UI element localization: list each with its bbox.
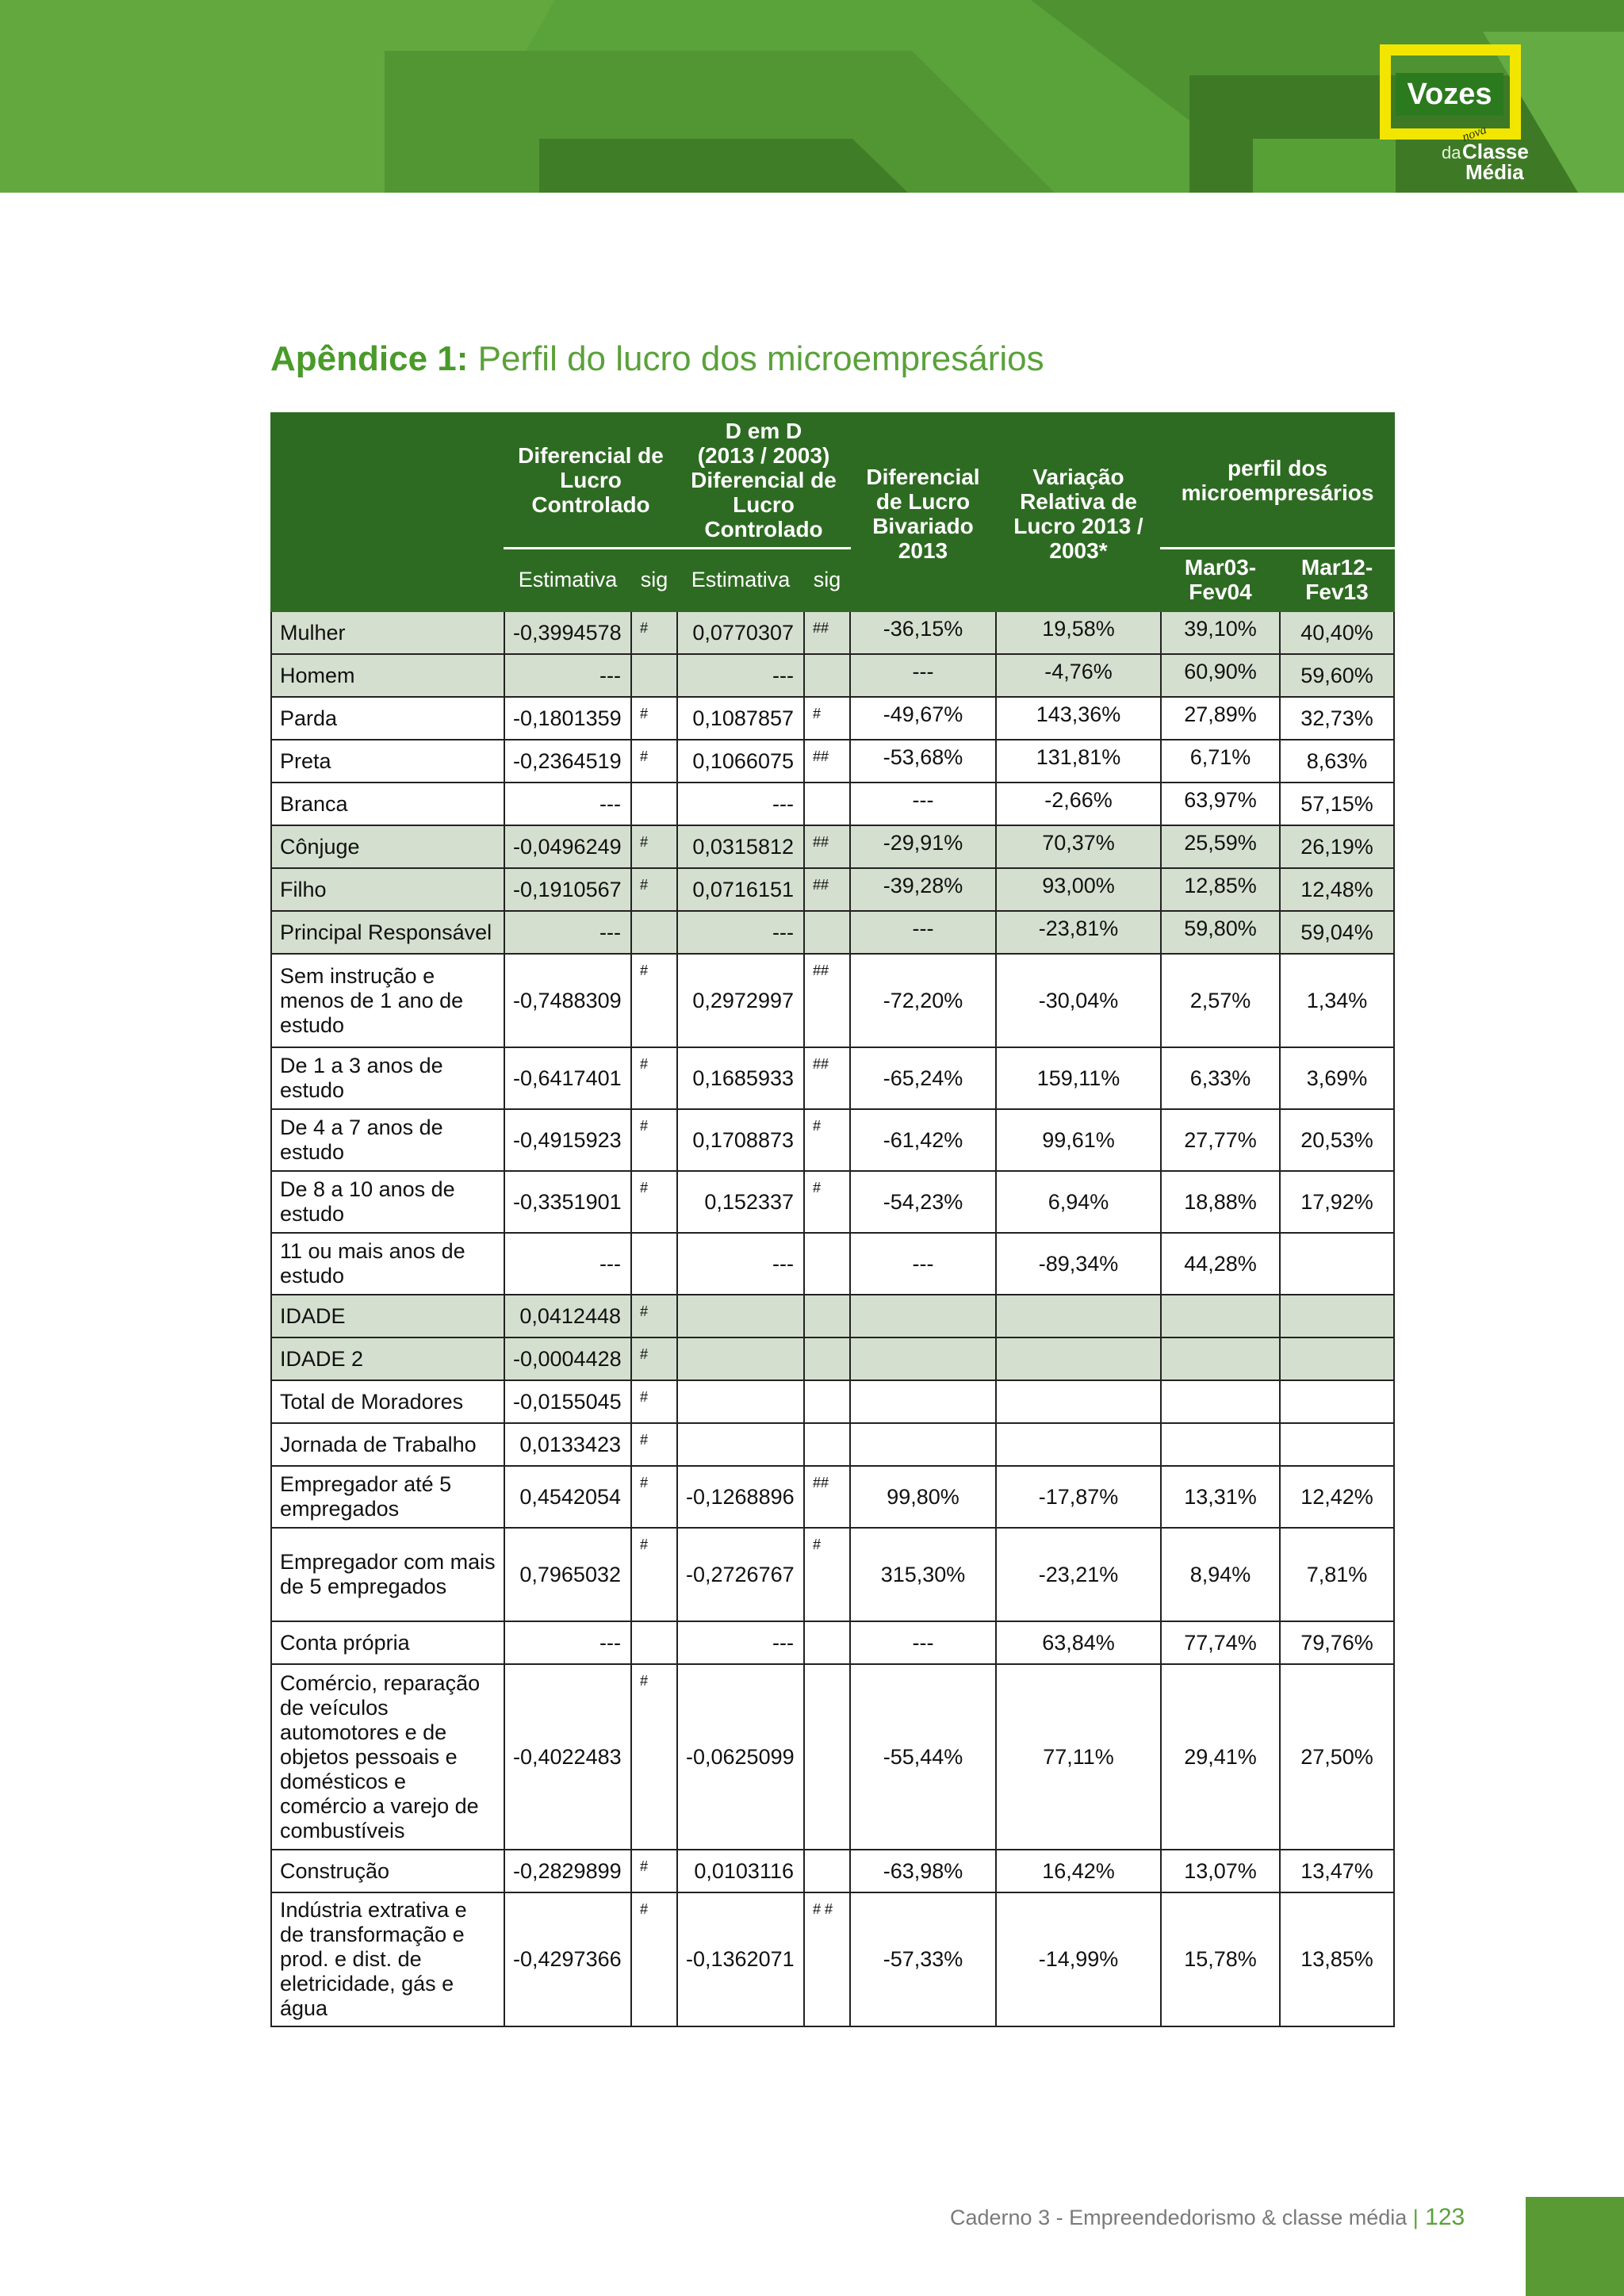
row-label: Cônjuge [271, 825, 504, 868]
table-row [271, 611, 1394, 654]
bivariado-value: --- [850, 783, 996, 825]
variacao-value [996, 1380, 1161, 1423]
sig-controlado: # [631, 740, 677, 783]
estimativa-dd: 0,0716151 [677, 868, 804, 911]
bivariado-value [850, 1337, 996, 1380]
perfil-mar12-value: 32,73% [1280, 697, 1394, 740]
bivariado-value [850, 1380, 996, 1423]
vozes-logo [1380, 44, 1529, 184]
footer [950, 2204, 1465, 2231]
sig-dd: # [804, 1171, 850, 1233]
perfil-mar12-value: 17,92% [1280, 1171, 1394, 1233]
sig-dd [804, 654, 850, 697]
bivariado-value: -63,98% [850, 1850, 996, 1892]
variacao-value: 19,58% [996, 611, 1161, 654]
estimativa-controlado: -0,2364519 [504, 740, 631, 783]
logo-nova: nova [1460, 123, 1488, 144]
row-label: IDADE [271, 1295, 504, 1337]
perfil-mar12-value [1280, 1233, 1394, 1295]
variacao-value: -23,21% [996, 1528, 1161, 1621]
row-label: Branca [271, 783, 504, 825]
row-label: Indústria extrativa e de transformação e prod. e dist. de eletricidade, gás e água [271, 1892, 504, 2026]
estimativa-dd: -0,0625099 [677, 1664, 804, 1850]
sig-dd [804, 1664, 850, 1850]
sig-controlado: # [631, 1664, 677, 1850]
table-row [271, 1892, 1394, 2026]
sig-controlado: # [631, 1466, 677, 1528]
row-label: Preta [271, 740, 504, 783]
header-sig-2: sig [804, 548, 850, 611]
estimativa-controlado: 0,4542054 [504, 1466, 631, 1528]
bivariado-value: -61,42% [850, 1109, 996, 1171]
header-blank [271, 413, 504, 611]
row-label: 11 ou mais anos de estudo [271, 1233, 504, 1295]
row-label: Construção [271, 1850, 504, 1892]
row-label: Sem instrução e menos de 1 ano de estudo [271, 954, 504, 1047]
header-estimativa-2: Estimativa [677, 548, 804, 611]
estimativa-dd: --- [677, 783, 804, 825]
perfil-mar03-value: 44,28% [1161, 1233, 1280, 1295]
sig-controlado: # [631, 697, 677, 740]
sig-dd [804, 1850, 850, 1892]
estimativa-dd: --- [677, 1233, 804, 1295]
perfil-mar03-value: 18,88% [1161, 1171, 1280, 1233]
perfil-mar03-value [1161, 1337, 1280, 1380]
perfil-mar12-value: 1,34% [1280, 954, 1394, 1047]
bivariado-value: -72,20% [850, 954, 996, 1047]
variacao-value: -4,76% [996, 654, 1161, 697]
variacao-value [996, 1295, 1161, 1337]
bivariado-value: -49,67% [850, 697, 996, 740]
perfil-mar12-value [1280, 1295, 1394, 1337]
sig-dd [804, 783, 850, 825]
perfil-mar03-value: 77,74% [1161, 1621, 1280, 1664]
perfil-mar03-value: 12,85% [1161, 868, 1280, 911]
row-label: IDADE 2 [271, 1337, 504, 1380]
perfil-mar03-value: 6,71% [1161, 740, 1280, 783]
table-row [271, 1528, 1394, 1621]
sig-dd [804, 911, 850, 954]
table-row [271, 740, 1394, 783]
sig-dd: ## [804, 825, 850, 868]
sig-dd: # [804, 697, 850, 740]
estimativa-dd [677, 1380, 804, 1423]
perfil-mar12-value: 40,40% [1280, 611, 1394, 654]
estimativa-controlado: -0,0496249 [504, 825, 631, 868]
bivariado-value: --- [850, 654, 996, 697]
variacao-value: -30,04% [996, 954, 1161, 1047]
perfil-mar03-value: 27,77% [1161, 1109, 1280, 1171]
header-dd-line1: D em D [725, 419, 802, 444]
sig-controlado [631, 911, 677, 954]
sig-controlado: # [631, 954, 677, 1047]
header-estimativa-1: Estimativa [504, 548, 631, 611]
title-appendix: Apêndice 1: [270, 339, 469, 378]
sig-dd [804, 1337, 850, 1380]
bivariado-value: -53,68% [850, 740, 996, 783]
perfil-mar03-value: 59,80% [1161, 911, 1280, 954]
table-row [271, 1233, 1394, 1295]
table-row [271, 1047, 1394, 1109]
perfil-mar12-value: 7,81% [1280, 1528, 1394, 1621]
estimativa-controlado: -0,4297366 [504, 1892, 631, 2026]
variacao-value: 16,42% [996, 1850, 1161, 1892]
table-row [271, 697, 1394, 740]
variacao-value: 77,11% [996, 1664, 1161, 1850]
estimativa-controlado: --- [504, 1621, 631, 1664]
variacao-value: 143,36% [996, 697, 1161, 740]
perfil-mar12-value: 57,15% [1280, 783, 1394, 825]
sig-controlado: # [631, 1295, 677, 1337]
perfil-mar03-value: 29,41% [1161, 1664, 1280, 1850]
estimativa-controlado: -0,1910567 [504, 868, 631, 911]
header-variacao: Variação Relativa de Lucro 2013 / 2003* [996, 413, 1161, 611]
header-mar03: Mar03-Fev04 [1161, 548, 1280, 611]
sig-controlado: # [631, 1380, 677, 1423]
header-dd [677, 413, 850, 548]
variacao-value: -2,66% [996, 783, 1161, 825]
header-banner [0, 0, 1624, 193]
variacao-value: 159,11% [996, 1047, 1161, 1109]
table-row [271, 911, 1394, 954]
estimativa-dd: --- [677, 911, 804, 954]
sig-dd: # [804, 1109, 850, 1171]
logo-media: Média [1465, 160, 1524, 184]
estimativa-controlado: -0,1801359 [504, 697, 631, 740]
sig-dd [804, 1295, 850, 1337]
estimativa-controlado: --- [504, 1233, 631, 1295]
sig-dd: ## [804, 740, 850, 783]
perfil-mar12-value [1280, 1380, 1394, 1423]
estimativa-controlado: -0,4915923 [504, 1109, 631, 1171]
table-row [271, 1466, 1394, 1528]
variacao-value: -89,34% [996, 1233, 1161, 1295]
variacao-value: 99,61% [996, 1109, 1161, 1171]
bivariado-value: -54,23% [850, 1171, 996, 1233]
page-title [270, 339, 1044, 379]
sig-dd: ## [804, 954, 850, 1047]
estimativa-dd: 0,1087857 [677, 697, 804, 740]
sig-dd: ## [804, 1466, 850, 1528]
bivariado-value: --- [850, 1621, 996, 1664]
sig-dd [804, 1621, 850, 1664]
perfil-mar12-value: 27,50% [1280, 1664, 1394, 1850]
perfil-mar03-value: 2,57% [1161, 954, 1280, 1047]
estimativa-controlado: --- [504, 911, 631, 954]
perfil-mar12-value: 12,48% [1280, 868, 1394, 911]
bivariado-value: --- [850, 911, 996, 954]
sig-controlado: # [631, 1850, 677, 1892]
footer-separator: | [1412, 2206, 1419, 2229]
estimativa-controlado: -0,3351901 [504, 1171, 631, 1233]
bivariado-value: -29,91% [850, 825, 996, 868]
title-text: Perfil do lucro dos microempresários [468, 339, 1044, 378]
sig-dd [804, 1233, 850, 1295]
row-label: De 4 a 7 anos de estudo [271, 1109, 504, 1171]
bivariado-value [850, 1423, 996, 1466]
bivariado-value: -57,33% [850, 1892, 996, 2026]
table-row [271, 1850, 1394, 1892]
row-label: De 1 a 3 anos de estudo [271, 1047, 504, 1109]
estimativa-controlado: -0,4022483 [504, 1664, 631, 1850]
row-label: Jornada de Trabalho [271, 1423, 504, 1466]
variacao-value: 70,37% [996, 825, 1161, 868]
variacao-value: -17,87% [996, 1466, 1161, 1528]
perfil-mar03-value: 60,90% [1161, 654, 1280, 697]
estimativa-controlado: -0,0004428 [504, 1337, 631, 1380]
sig-dd: ## [804, 611, 850, 654]
sig-dd: ## [804, 868, 850, 911]
estimativa-dd: -0,1268896 [677, 1466, 804, 1528]
perfil-mar12-value: 12,42% [1280, 1466, 1394, 1528]
estimativa-dd: --- [677, 654, 804, 697]
row-label: Total de Moradores [271, 1380, 504, 1423]
sig-controlado [631, 1621, 677, 1664]
logo-classe: Classe [1462, 140, 1529, 163]
estimativa-controlado: -0,2829899 [504, 1850, 631, 1892]
bivariado-value: -39,28% [850, 868, 996, 911]
table-row [271, 1109, 1394, 1171]
perfil-mar12-value [1280, 1337, 1394, 1380]
row-label: Conta própria [271, 1621, 504, 1664]
perfil-mar03-value [1161, 1295, 1280, 1337]
estimativa-dd [677, 1337, 804, 1380]
bivariado-value: -55,44% [850, 1664, 996, 1850]
row-label: Parda [271, 697, 504, 740]
sig-controlado: # [631, 1423, 677, 1466]
estimativa-controlado: --- [504, 783, 631, 825]
variacao-value: -23,81% [996, 911, 1161, 954]
perfil-mar03-value: 63,97% [1161, 783, 1280, 825]
perfil-mar12-value [1280, 1423, 1394, 1466]
variacao-value [996, 1423, 1161, 1466]
footer-caption: Caderno 3 - Empreendedorismo & classe média [950, 2206, 1413, 2229]
perfil-mar03-value [1161, 1423, 1280, 1466]
variacao-value: 93,00% [996, 868, 1161, 911]
row-label: Homem [271, 654, 504, 697]
estimativa-dd: -0,1362071 [677, 1892, 804, 2026]
perfil-mar03-value: 13,31% [1161, 1466, 1280, 1528]
sig-controlado: # [631, 1528, 677, 1621]
header-dd-line3: Diferencial de Lucro Controlado [691, 468, 837, 542]
header-dif-controlado: Diferencial de Lucro Controlado [504, 413, 677, 548]
estimativa-controlado: 0,7965032 [504, 1528, 631, 1621]
perfil-mar12-value: 3,69% [1280, 1047, 1394, 1109]
sig-controlado: # [631, 1109, 677, 1171]
estimativa-dd: 0,152337 [677, 1171, 804, 1233]
estimativa-controlado: -0,7488309 [504, 954, 631, 1047]
perfil-mar03-value: 27,89% [1161, 697, 1280, 740]
perfil-mar03-value: 25,59% [1161, 825, 1280, 868]
table-row [271, 1337, 1394, 1380]
variacao-value: -14,99% [996, 1892, 1161, 2026]
table-row [271, 1295, 1394, 1337]
page-number: 123 [1418, 2204, 1465, 2230]
perfil-mar03-value: 6,33% [1161, 1047, 1280, 1109]
row-label: Mulher [271, 611, 504, 654]
perfil-mar12-value: 59,60% [1280, 654, 1394, 697]
sig-controlado: # [631, 825, 677, 868]
table-body [271, 611, 1394, 2026]
sig-dd: # # [804, 1892, 850, 2026]
sig-controlado: # [631, 1171, 677, 1233]
table-row [271, 1380, 1394, 1423]
sig-controlado: # [631, 1047, 677, 1109]
perfil-mar12-value: 20,53% [1280, 1109, 1394, 1171]
perfil-mar12-value: 59,04% [1280, 911, 1394, 954]
header-mar12: Mar12-Fev13 [1280, 548, 1394, 611]
perfil-mar12-value: 13,85% [1280, 1892, 1394, 2026]
bivariado-value: 315,30% [850, 1528, 996, 1621]
estimativa-dd: -0,2726767 [677, 1528, 804, 1621]
table-row [271, 1621, 1394, 1664]
table-row [271, 868, 1394, 911]
table-row [271, 1171, 1394, 1233]
perfil-mar12-value: 8,63% [1280, 740, 1394, 783]
perfil-mar03-value: 13,07% [1161, 1850, 1280, 1892]
header-dd-line2: (2013 / 2003) [697, 443, 830, 469]
header-sig-1: sig [631, 548, 677, 611]
estimativa-controlado: 0,0412448 [504, 1295, 631, 1337]
profit-table-wrapper [270, 412, 1393, 2027]
sig-dd: # [804, 1528, 850, 1621]
header-perfil: perfil dos microempresários [1161, 413, 1394, 548]
perfil-mar03-value: 39,10% [1161, 611, 1280, 654]
estimativa-controlado: -0,3994578 [504, 611, 631, 654]
row-label: De 8 a 10 anos de estudo [271, 1171, 504, 1233]
profit-table [270, 412, 1395, 2027]
row-label: Empregador até 5 empregados [271, 1466, 504, 1528]
perfil-mar12-value: 26,19% [1280, 825, 1394, 868]
header-bivariado: Diferencial de Lucro Bivariado 2013 [850, 413, 996, 611]
estimativa-dd [677, 1295, 804, 1337]
perfil-mar03-value [1161, 1380, 1280, 1423]
table-row [271, 1423, 1394, 1466]
sig-controlado [631, 1233, 677, 1295]
estimativa-dd: 0,1685933 [677, 1047, 804, 1109]
row-label: Principal Responsável [271, 911, 504, 954]
logo-word: Vozes [1396, 73, 1503, 116]
footer-corner-block [1526, 2197, 1624, 2296]
variacao-value: 63,84% [996, 1621, 1161, 1664]
estimativa-dd: 0,1066075 [677, 740, 804, 783]
sig-controlado [631, 783, 677, 825]
estimativa-dd [677, 1423, 804, 1466]
estimativa-dd: 0,0103116 [677, 1850, 804, 1892]
logo-da: da [1442, 143, 1461, 163]
sig-dd [804, 1380, 850, 1423]
sig-controlado [631, 654, 677, 697]
sig-controlado: # [631, 611, 677, 654]
sig-controlado: # [631, 868, 677, 911]
perfil-mar12-value: 79,76% [1280, 1621, 1394, 1664]
sig-dd [804, 1423, 850, 1466]
row-label: Comércio, reparação de veículos automotores e de objetos pessoais e domésticos e comércio a varejo de combustíveis [271, 1664, 504, 1850]
estimativa-controlado: 0,0133423 [504, 1423, 631, 1466]
variacao-value: 6,94% [996, 1171, 1161, 1233]
estimativa-controlado: -0,0155045 [504, 1380, 631, 1423]
estimativa-dd: 0,2972997 [677, 954, 804, 1047]
estimativa-dd: 0,1708873 [677, 1109, 804, 1171]
bivariado-value: -36,15% [850, 611, 996, 654]
perfil-mar12-value: 13,47% [1280, 1850, 1394, 1892]
row-label: Filho [271, 868, 504, 911]
bivariado-value: 99,80% [850, 1466, 996, 1528]
estimativa-controlado: -0,6417401 [504, 1047, 631, 1109]
table-row [271, 783, 1394, 825]
estimativa-dd: --- [677, 1621, 804, 1664]
table-row [271, 825, 1394, 868]
perfil-mar03-value: 15,78% [1161, 1892, 1280, 2026]
sig-controlado: # [631, 1892, 677, 2026]
table-row [271, 654, 1394, 697]
estimativa-dd: 0,0315812 [677, 825, 804, 868]
estimativa-controlado: --- [504, 654, 631, 697]
sig-controlado: # [631, 1337, 677, 1380]
table-row [271, 1664, 1394, 1850]
bivariado-value: -65,24% [850, 1047, 996, 1109]
variacao-value [996, 1337, 1161, 1380]
bivariado-value: --- [850, 1233, 996, 1295]
row-label: Empregador com mais de 5 empregados [271, 1528, 504, 1621]
sig-dd: ## [804, 1047, 850, 1109]
variacao-value: 131,81% [996, 740, 1161, 783]
estimativa-dd: 0,0770307 [677, 611, 804, 654]
perfil-mar03-value: 8,94% [1161, 1528, 1280, 1621]
table-row [271, 954, 1394, 1047]
bivariado-value [850, 1295, 996, 1337]
